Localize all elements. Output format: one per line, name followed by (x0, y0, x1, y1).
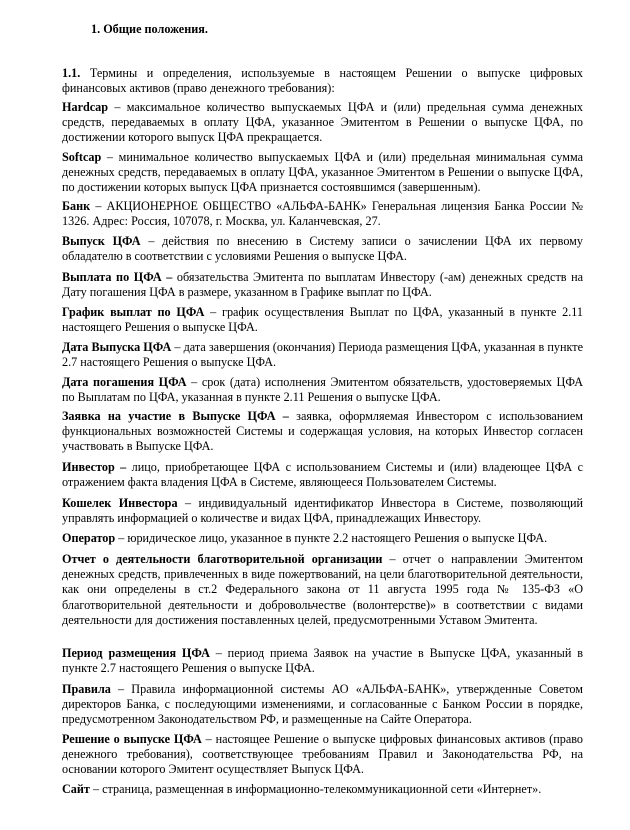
term-bank (62, 199, 583, 229)
term-definition: – АКЦИОНЕРНОЕ ОБЩЕСТВО «АЛЬФА-БАНК» Генеральная лицензия Банка России № 1326. Адрес: Россия, 107078, г. Москва, ул. Каланчевская, 27. (62, 199, 583, 229)
term-name: Дата Выпуска ЦФА (62, 340, 172, 354)
term-otchet (62, 552, 583, 628)
term-definition: – максимальное количество выпускаемых ЦФА и (или) предельная сумма денежных средств, передаваемых в оплату ЦФА, указанное Эмитентом в Решении о выпуске ЦФА, по достижении которого выпуск ЦФА прекращается. (62, 100, 583, 145)
term-definition: – дата завершения (окончания) Периода размещения ЦФА, указанная в пункте 2.7 настоящего Решения о выпуске ЦФА. (62, 340, 583, 370)
term-definition: – юридическое лицо, указанное в пункте 2.2 настоящего Решения о выпуске ЦФА. (115, 531, 548, 545)
term-data-pogasheniya (62, 375, 583, 405)
term-name: Заявка на участие в Выпуске ЦФА – (62, 409, 289, 423)
clause-number: 1.1. (62, 66, 81, 80)
term-name: Кошелек Инвестора (62, 496, 178, 510)
section-heading: 1. Общие положения. (91, 22, 208, 36)
term-definition: – страница, размещенная в информационно-телекоммуникационной сети «Интернет». (89, 782, 542, 796)
term-softcap (62, 150, 583, 196)
term-name: График выплат по ЦФА (62, 305, 205, 319)
term-sait (62, 782, 583, 797)
term-definition: – график осуществления Выплат по ЦФА, указанный в пункте 2.11 настоящего Решения о выпуске ЦФА. (62, 305, 584, 335)
term-name: Сайт (62, 782, 90, 796)
term-name: Дата погашения ЦФА (62, 375, 187, 389)
term-name: Softcap (62, 150, 102, 164)
term-definition: – минимальное количество выпускаемых ЦФА и (или) предельная минимальная сумма денежных средств, передаваемых в оплату ЦФА, указанное Эмитентом в Решении о выпуске ЦФА, по достижении которых выпуск ЦФА признается состоявшимся (завершенным). (62, 150, 583, 195)
term-definition: – действия по внесению в Систему записи о зачислении ЦФА их первому обладателю в соответствии с условиями Решения о выпуске ЦФА. (62, 234, 583, 264)
term-name: Банк (62, 199, 91, 213)
term-grafik-vyplat (62, 305, 583, 335)
term-definition: – настоящее Решение о выпуске цифровых финансовых активов (право денежного требования), соответствующее требованиям Правил и Законодательства РФ, на основании которого Эмитент осуществляет Выпуск ЦФА. (62, 732, 583, 777)
term-pravila (62, 682, 583, 728)
term-data-vypuska (62, 340, 583, 370)
term-name: Решение о выпуске ЦФА (62, 732, 202, 746)
term-name: Отчет о деятельности благотворительной организации (62, 552, 383, 566)
term-definition: обязательства Эмитента по выплатам Инвестору (-ам) денежных средств на Дату погашения ЦФА в размере, указанном в Графике выплат по ЦФА. (62, 270, 584, 300)
term-definition: – отчет о направлении Эмитентом денежных средств, привлеченных в виде пожертвований, на цели благотворительной деятельности, как они определены в ст.2 Федерального закона от 11 августа 1995 года № 135-ФЗ «О благотворительной деятельности и добровольчестве (волонтерстве)» в соответствии с видами деятельности для достижения поставленных целей, предусмотренными Уставом Эмитента. (62, 552, 583, 627)
term-definition: заявка, оформляемая Инвестором с использованием функциональных возможностей Системы и содержащая условия, на которых Инвестор согласен участвовать в Выпуске ЦФА. (62, 409, 583, 454)
term-reshenie (62, 732, 583, 778)
term-name: Hardcap (62, 100, 109, 114)
term-name: Выпуск ЦФА (62, 234, 141, 248)
term-investor (62, 460, 583, 490)
term-zayavka (62, 409, 583, 455)
term-definition: – индивидуальный идентификатор Инвестора в Системе, позволяющий управлять информацией о количестве и видах ЦФА, принадлежащих Инвестору. (62, 496, 583, 526)
intro-paragraph (62, 66, 583, 96)
term-name: Инвестор – (62, 460, 127, 474)
term-koshelek (62, 496, 583, 526)
term-definition: лицо, приобретающее ЦФА с использованием Системы и (или) владеющее ЦФА с отражением факта владения ЦФА в Системе, являющееся Пользователем Системы. (62, 460, 584, 490)
term-definition: – период приема Заявок на участие в Выпуске ЦФА, указанный в пункте 2.7 настоящего Решения о выпуске ЦФА. (62, 646, 583, 676)
term-definition: – Правила информационной системы АО «АЛЬФА-БАНК», утвержденные Советом директоров Банка, с последующими изменениями, и согласованные с Банком России в порядке, предусмотренном Законодательством РФ, и размещенные на Сайте Оператора. (62, 682, 583, 727)
term-name: Выплата по ЦФА – (62, 270, 173, 284)
term-name: Период размещения ЦФА (62, 646, 210, 660)
term-name: Правила (62, 682, 111, 696)
term-operator (62, 531, 583, 546)
term-vypusk-cfa (62, 234, 583, 264)
term-vyplata-po-cfa (62, 270, 583, 300)
term-name: Оператор (62, 531, 116, 545)
term-definition: – срок (дата) исполнения Эмитентом обязательств, удостоверяемых ЦФА по Выплатам по ЦФА, указанная в пункте 2.11 Решения о выпуске ЦФА. (62, 375, 584, 405)
term-hardcap (62, 100, 583, 146)
intro-text: Термины и определения, используемые в настоящем Решении о выпуске цифровых финансовых активов (право денежного требования): (62, 66, 583, 96)
term-period-razmeshcheniya (62, 646, 583, 676)
